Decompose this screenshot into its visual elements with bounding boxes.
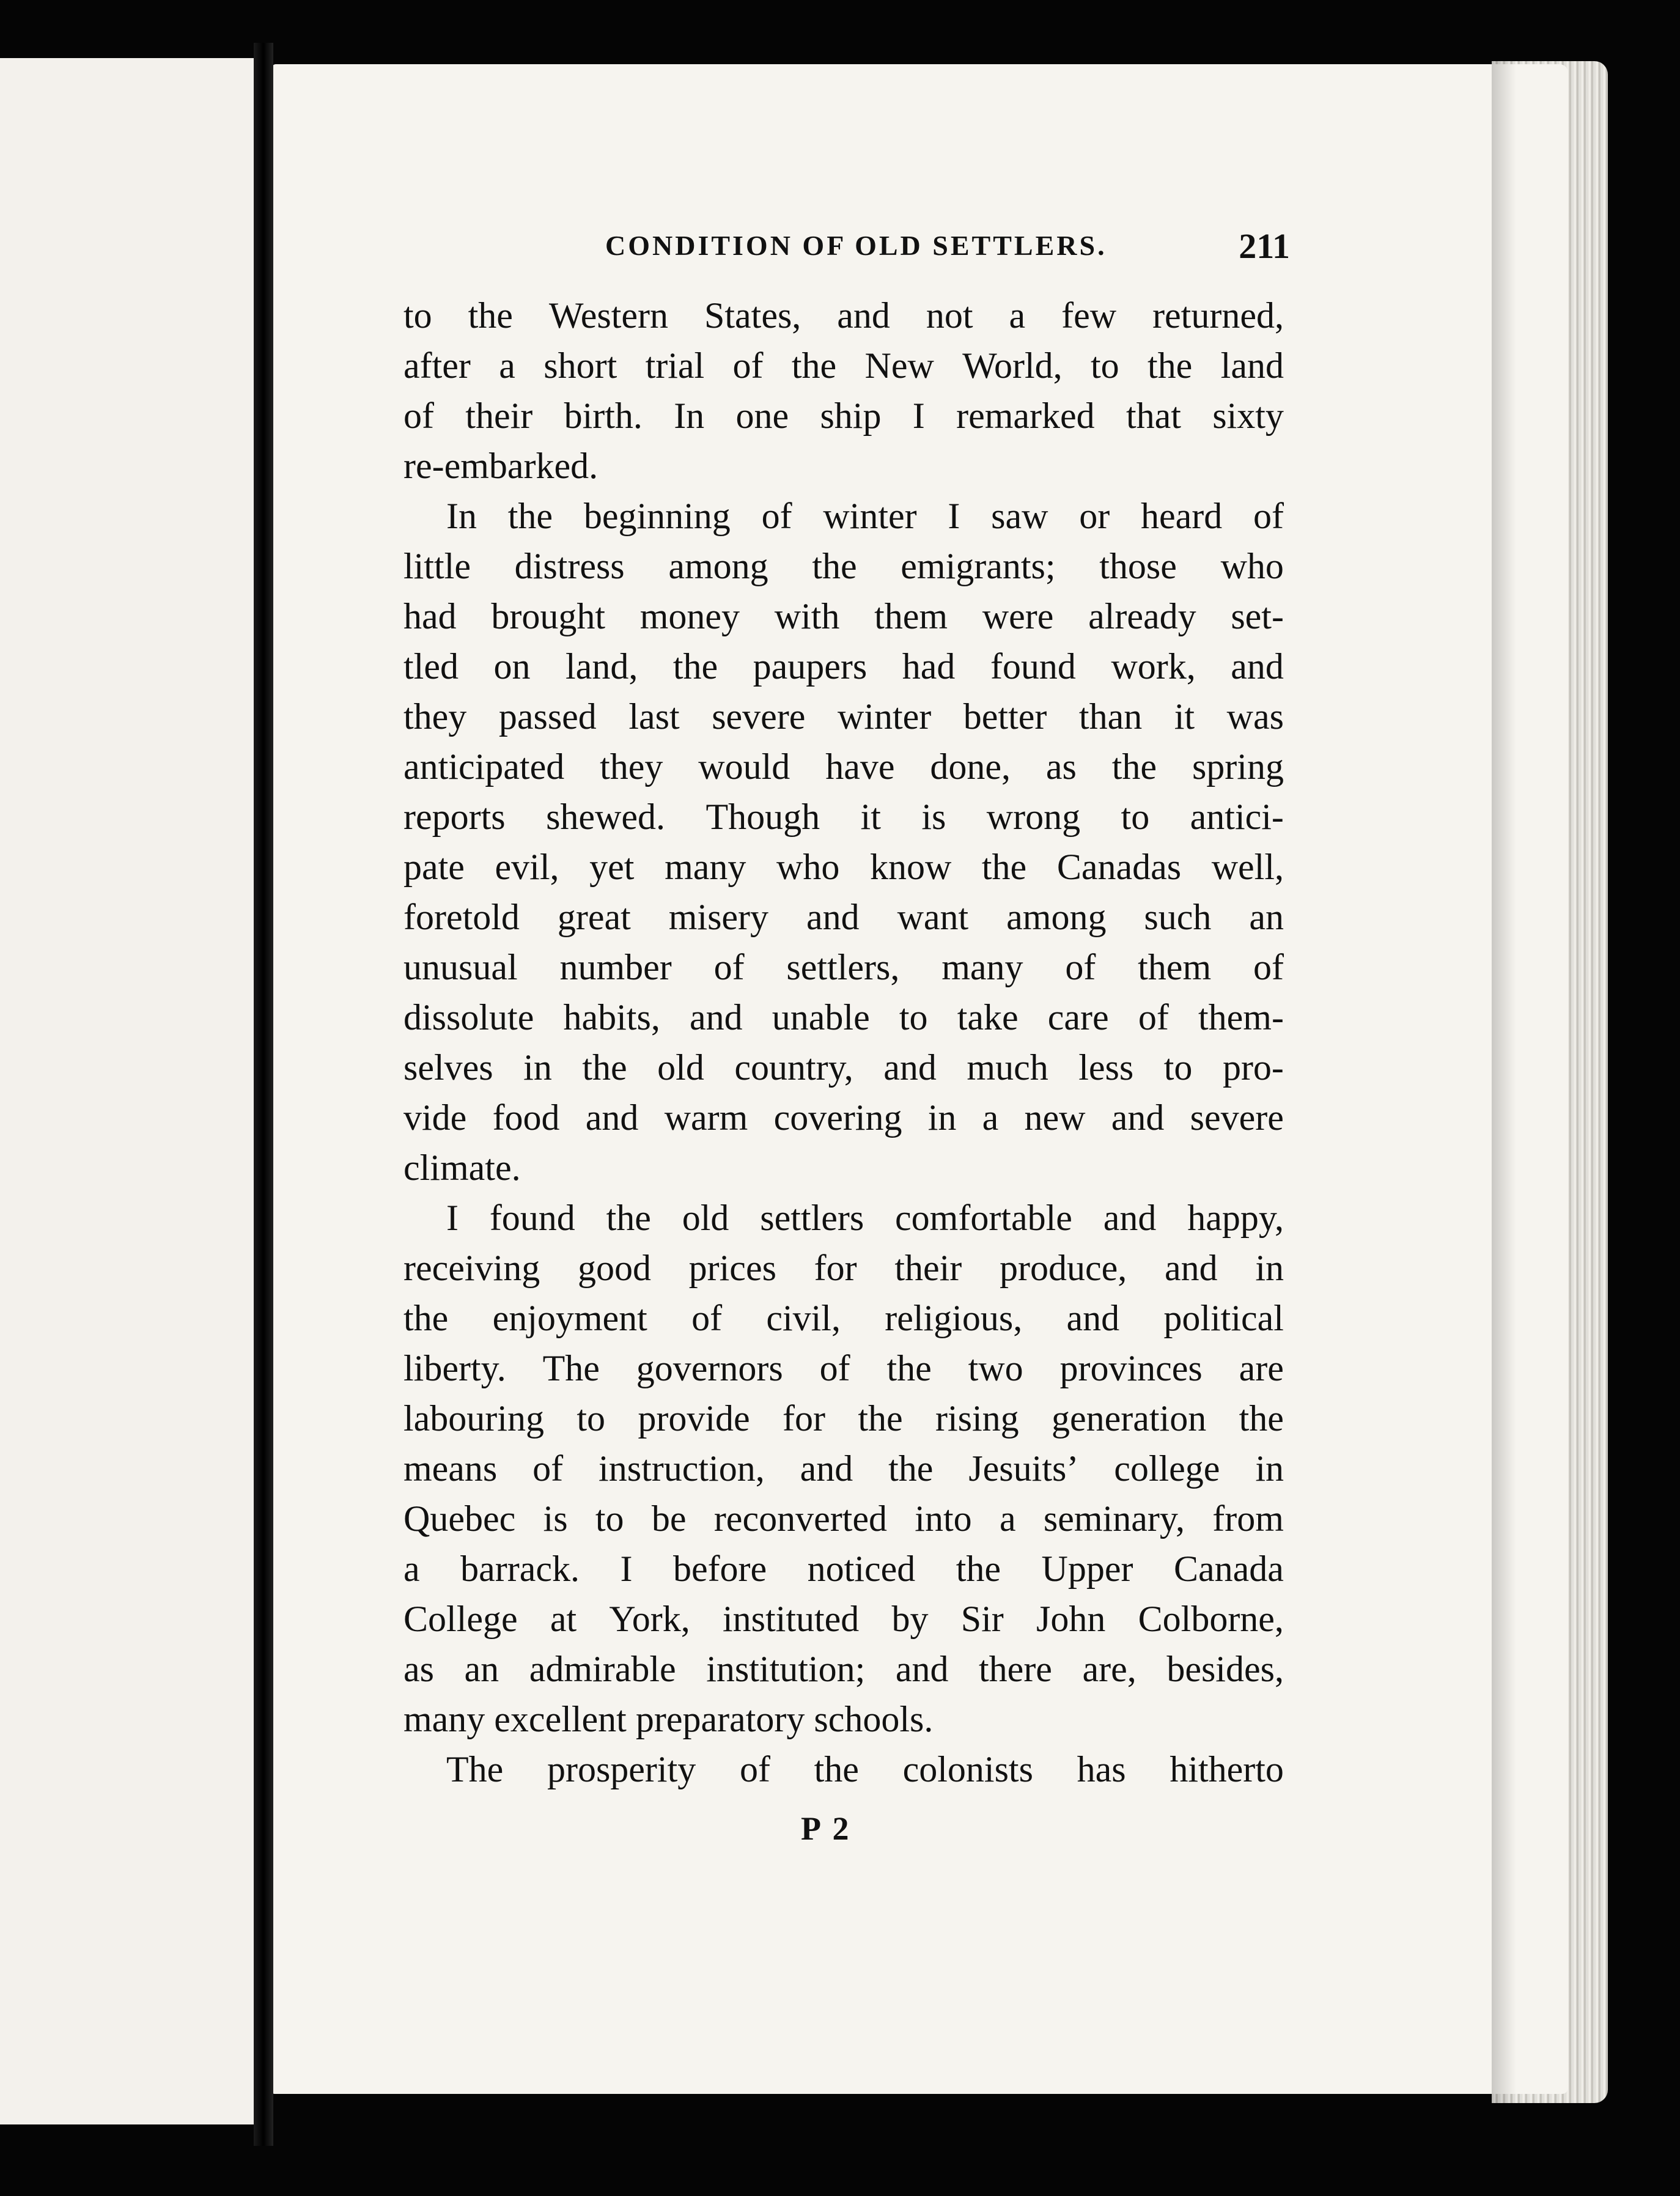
word: than bbox=[1078, 696, 1143, 737]
word: their bbox=[465, 396, 533, 436]
text-line bbox=[403, 1443, 1284, 1494]
word: found bbox=[489, 1198, 575, 1238]
text-line bbox=[403, 1594, 1284, 1644]
page-edges-shadow bbox=[1492, 61, 1516, 2103]
text-line bbox=[403, 591, 1284, 641]
word: them- bbox=[1198, 997, 1284, 1037]
text-line bbox=[403, 842, 1284, 892]
word: in bbox=[927, 1097, 957, 1138]
word: antici- bbox=[1190, 797, 1284, 837]
word: the bbox=[1111, 746, 1157, 787]
word: number bbox=[559, 947, 672, 987]
word: or bbox=[1079, 496, 1110, 536]
word: liberty. bbox=[403, 1348, 506, 1388]
word: much bbox=[967, 1047, 1048, 1088]
word: food bbox=[492, 1097, 560, 1138]
word: of bbox=[1253, 947, 1284, 987]
word: severe bbox=[1190, 1097, 1284, 1138]
word: have bbox=[825, 746, 895, 787]
word: care bbox=[1047, 997, 1109, 1037]
text-line: many excellent preparatory schools. bbox=[403, 1699, 934, 1739]
word: as bbox=[1045, 746, 1077, 787]
word: heard bbox=[1140, 496, 1223, 536]
word: of bbox=[739, 1749, 770, 1789]
word: shewed. bbox=[546, 797, 666, 837]
word: happy, bbox=[1187, 1198, 1284, 1238]
text-line bbox=[403, 1092, 1284, 1143]
text-line bbox=[403, 1744, 1284, 1794]
text-line bbox=[403, 742, 1284, 792]
word: the bbox=[606, 1198, 651, 1238]
word: a bbox=[1009, 295, 1026, 336]
word: the bbox=[1148, 345, 1193, 386]
word: they bbox=[600, 746, 663, 787]
word: the bbox=[888, 1448, 934, 1489]
word: Jesuits’ bbox=[968, 1448, 1079, 1489]
text-line bbox=[403, 691, 1284, 742]
word: in bbox=[1255, 1448, 1284, 1489]
word: Western bbox=[548, 295, 669, 336]
word: seminary, bbox=[1043, 1498, 1185, 1539]
body-text bbox=[403, 290, 1284, 1794]
text-line bbox=[403, 1193, 1284, 1243]
word: admirable bbox=[529, 1649, 676, 1689]
word: of bbox=[713, 947, 745, 987]
word: warm bbox=[664, 1097, 748, 1138]
word: great bbox=[557, 897, 631, 937]
word: ship bbox=[820, 396, 882, 436]
word: in bbox=[523, 1047, 552, 1088]
word: and bbox=[585, 1097, 639, 1138]
text-line bbox=[403, 992, 1284, 1042]
word: receiving bbox=[403, 1248, 540, 1288]
text-line bbox=[403, 792, 1284, 842]
word: institution; bbox=[706, 1649, 866, 1689]
word: returned, bbox=[1152, 295, 1284, 336]
word: and bbox=[1111, 1097, 1165, 1138]
word: be bbox=[651, 1498, 687, 1539]
word: generation bbox=[1052, 1398, 1207, 1439]
word: would bbox=[698, 746, 790, 787]
word: Upper bbox=[1041, 1549, 1133, 1589]
word: at bbox=[550, 1599, 577, 1639]
word: an bbox=[464, 1649, 499, 1689]
word: are bbox=[1239, 1348, 1284, 1388]
word: religious, bbox=[885, 1298, 1023, 1338]
word: settlers bbox=[760, 1198, 864, 1238]
word: birth. bbox=[564, 396, 643, 436]
word: prosperity bbox=[547, 1749, 696, 1789]
word: were bbox=[982, 596, 1054, 636]
text-line: climate. bbox=[403, 1148, 521, 1188]
word: money bbox=[639, 596, 740, 636]
word: a bbox=[499, 345, 515, 386]
word: to bbox=[1121, 797, 1150, 837]
running-head: CONDITION OF OLD SETTLERS. bbox=[605, 230, 1107, 261]
text-line bbox=[403, 1494, 1284, 1544]
word: brought bbox=[491, 596, 605, 636]
word: short bbox=[543, 345, 617, 386]
word: such bbox=[1144, 897, 1212, 937]
word: to bbox=[595, 1498, 624, 1539]
word: rising bbox=[935, 1398, 1019, 1439]
word: to bbox=[577, 1398, 605, 1439]
word: sixty bbox=[1212, 396, 1284, 436]
word: dissolute bbox=[403, 997, 534, 1037]
word: York, bbox=[609, 1599, 690, 1639]
word: land, bbox=[566, 646, 638, 687]
word: little bbox=[403, 546, 471, 586]
word: labouring bbox=[403, 1398, 544, 1439]
word: there bbox=[979, 1649, 1052, 1689]
word: saw bbox=[991, 496, 1048, 536]
word: I bbox=[948, 496, 960, 536]
word: and bbox=[806, 897, 860, 937]
word: by bbox=[891, 1599, 929, 1639]
word: an bbox=[1249, 897, 1284, 937]
word: habits, bbox=[563, 997, 660, 1037]
word: the bbox=[814, 1749, 859, 1789]
word: instituted bbox=[722, 1599, 860, 1639]
word: yet bbox=[589, 847, 635, 887]
word: comfortable bbox=[895, 1198, 1072, 1238]
word: to bbox=[1163, 1047, 1193, 1088]
text-line bbox=[403, 491, 1284, 541]
word: reconverted bbox=[713, 1498, 887, 1539]
word: the bbox=[791, 345, 837, 386]
word: means bbox=[403, 1448, 498, 1489]
word: their bbox=[894, 1248, 962, 1288]
word: the bbox=[507, 496, 553, 536]
word: new bbox=[1024, 1097, 1086, 1138]
word: pate bbox=[403, 847, 465, 887]
word: it bbox=[1174, 696, 1195, 737]
word: and bbox=[689, 997, 743, 1037]
word: who bbox=[1220, 546, 1284, 586]
word: had bbox=[403, 596, 457, 636]
word: remarked bbox=[956, 396, 1095, 436]
text-line bbox=[403, 341, 1284, 391]
word: has bbox=[1077, 1749, 1126, 1789]
word: for bbox=[814, 1248, 857, 1288]
word: among bbox=[668, 546, 768, 586]
word: I bbox=[912, 396, 925, 436]
word: old bbox=[657, 1047, 704, 1088]
word: a bbox=[999, 1498, 1016, 1539]
word: who bbox=[776, 847, 840, 887]
word: tled bbox=[403, 646, 459, 687]
word: College bbox=[403, 1599, 518, 1639]
word: misery bbox=[668, 897, 769, 937]
word: take bbox=[957, 997, 1019, 1037]
word: land bbox=[1220, 345, 1284, 386]
word: from bbox=[1212, 1498, 1284, 1539]
word: after bbox=[403, 345, 471, 386]
word: know bbox=[869, 847, 952, 887]
word: and bbox=[1164, 1248, 1218, 1288]
word: was bbox=[1226, 696, 1284, 737]
word: few bbox=[1061, 295, 1117, 336]
word: two bbox=[968, 1348, 1023, 1388]
word: better bbox=[963, 696, 1047, 737]
word: and bbox=[883, 1047, 937, 1088]
word: less bbox=[1078, 1047, 1134, 1088]
word: settlers, bbox=[786, 947, 900, 987]
word: of bbox=[691, 1298, 723, 1338]
signature-mark: P 2 bbox=[801, 1810, 852, 1847]
word: set- bbox=[1231, 596, 1284, 636]
word: enjoyment bbox=[492, 1298, 647, 1338]
word: the bbox=[468, 295, 513, 336]
text-line: re-embarked. bbox=[403, 446, 599, 486]
word: want bbox=[897, 897, 969, 937]
word: instruction, bbox=[599, 1448, 765, 1489]
word: found bbox=[990, 646, 1076, 687]
word: I bbox=[446, 1198, 459, 1238]
word: The bbox=[542, 1348, 600, 1388]
word: them bbox=[1138, 947, 1212, 987]
word: good bbox=[577, 1248, 651, 1288]
word: to bbox=[899, 997, 928, 1037]
text-line bbox=[403, 391, 1284, 441]
word: unable bbox=[772, 997, 870, 1037]
text-line bbox=[403, 1544, 1284, 1594]
word: of bbox=[732, 345, 764, 386]
word: the bbox=[981, 847, 1027, 887]
word: last bbox=[628, 696, 680, 737]
word: States, bbox=[704, 295, 801, 336]
word: beginning bbox=[583, 496, 731, 536]
word: as bbox=[403, 1649, 434, 1689]
word: I bbox=[620, 1549, 633, 1589]
word: of bbox=[403, 396, 434, 436]
word: John bbox=[1036, 1599, 1106, 1639]
word: anticipated bbox=[403, 746, 565, 787]
word: a bbox=[403, 1549, 420, 1589]
word: reports bbox=[403, 797, 506, 837]
word: noticed bbox=[807, 1549, 916, 1589]
word: a bbox=[982, 1097, 999, 1138]
word: unusual bbox=[403, 947, 518, 987]
word: governors bbox=[636, 1348, 783, 1388]
word: done, bbox=[930, 746, 1011, 787]
word: selves bbox=[403, 1047, 493, 1088]
word: had bbox=[902, 646, 956, 687]
word: well, bbox=[1211, 847, 1284, 887]
word: in bbox=[1255, 1248, 1284, 1288]
word: vide bbox=[403, 1097, 467, 1138]
word: is bbox=[921, 797, 946, 837]
word: the bbox=[582, 1047, 627, 1088]
word: one bbox=[735, 396, 789, 436]
word: Though bbox=[706, 797, 820, 837]
word: many bbox=[941, 947, 1023, 987]
word: severe bbox=[712, 696, 806, 737]
text-line bbox=[403, 1644, 1284, 1694]
word: the bbox=[672, 646, 718, 687]
word: with bbox=[774, 596, 840, 636]
word: among bbox=[1006, 897, 1107, 937]
word: provide bbox=[638, 1398, 750, 1439]
word: paupers bbox=[753, 646, 868, 687]
word: of bbox=[1065, 947, 1096, 987]
word: hitherto bbox=[1170, 1749, 1284, 1789]
word: that bbox=[1126, 396, 1181, 436]
text-line bbox=[403, 1042, 1284, 1092]
word: the bbox=[812, 546, 857, 586]
word: winter bbox=[823, 496, 917, 536]
word: the bbox=[403, 1298, 449, 1338]
left-page bbox=[0, 58, 257, 2124]
word: produce, bbox=[1000, 1248, 1127, 1288]
word: emigrants; bbox=[901, 546, 1056, 586]
word: pro- bbox=[1222, 1047, 1284, 1088]
word: Quebec bbox=[403, 1498, 516, 1539]
word: In bbox=[446, 496, 477, 536]
word: them bbox=[874, 596, 948, 636]
word: not bbox=[926, 295, 973, 336]
word: and bbox=[800, 1448, 853, 1489]
word: college bbox=[1114, 1448, 1220, 1489]
word: old bbox=[682, 1198, 729, 1238]
word: prices bbox=[688, 1248, 776, 1288]
word: covering bbox=[773, 1097, 902, 1138]
word: foretold bbox=[403, 897, 520, 937]
word: those bbox=[1099, 546, 1177, 586]
word: provinces bbox=[1059, 1348, 1203, 1388]
word: and bbox=[1231, 646, 1284, 687]
word: already bbox=[1088, 596, 1196, 636]
word: World, bbox=[962, 345, 1063, 386]
word: barrack. bbox=[460, 1549, 580, 1589]
word: is bbox=[543, 1498, 568, 1539]
word: trial bbox=[645, 345, 705, 386]
word: of bbox=[1253, 496, 1284, 536]
word: political bbox=[1163, 1298, 1284, 1338]
word: Sir bbox=[960, 1599, 1004, 1639]
word: wrong bbox=[986, 797, 1081, 837]
word: of bbox=[1138, 997, 1169, 1037]
word: The bbox=[446, 1749, 504, 1789]
word: besides, bbox=[1166, 1649, 1284, 1689]
word: for bbox=[782, 1398, 825, 1439]
text-line bbox=[403, 1343, 1284, 1393]
word: work, bbox=[1111, 646, 1196, 687]
book-gutter bbox=[254, 43, 273, 2146]
word: to bbox=[403, 295, 432, 336]
word: are, bbox=[1082, 1649, 1137, 1689]
word: Canadas bbox=[1056, 847, 1182, 887]
word: the bbox=[886, 1348, 932, 1388]
word: and bbox=[1066, 1298, 1120, 1338]
word: civil, bbox=[766, 1298, 841, 1338]
word: the bbox=[956, 1549, 1001, 1589]
word: of bbox=[819, 1348, 850, 1388]
word: of bbox=[532, 1448, 564, 1489]
word: they bbox=[403, 696, 467, 737]
text-line bbox=[403, 641, 1284, 691]
word: the bbox=[858, 1398, 903, 1439]
text-line bbox=[403, 290, 1284, 341]
word: distress bbox=[514, 546, 625, 586]
word: In bbox=[674, 396, 705, 436]
word: evil, bbox=[495, 847, 559, 887]
word: spring bbox=[1192, 746, 1284, 787]
word: passed bbox=[498, 696, 597, 737]
word: Canada bbox=[1173, 1549, 1284, 1589]
word: it bbox=[860, 797, 881, 837]
word: into bbox=[915, 1498, 972, 1539]
word: winter bbox=[837, 696, 932, 737]
text-line bbox=[403, 1393, 1284, 1443]
word: of bbox=[761, 496, 792, 536]
text-line bbox=[403, 942, 1284, 992]
word: country, bbox=[734, 1047, 853, 1088]
word: on bbox=[493, 646, 531, 687]
word: and bbox=[895, 1649, 949, 1689]
word: Colborne, bbox=[1138, 1599, 1284, 1639]
text-line bbox=[403, 892, 1284, 942]
text-line bbox=[403, 1293, 1284, 1343]
word: to bbox=[1091, 345, 1119, 386]
word: before bbox=[672, 1549, 767, 1589]
text-line bbox=[403, 1243, 1284, 1293]
word: and bbox=[1103, 1198, 1157, 1238]
page-number: 211 bbox=[1239, 226, 1290, 266]
word: New bbox=[864, 345, 934, 386]
word: and bbox=[837, 295, 890, 336]
page-header bbox=[605, 226, 1296, 278]
word: colonists bbox=[902, 1749, 1033, 1789]
word: many bbox=[665, 847, 746, 887]
text-line bbox=[403, 541, 1284, 591]
word: the bbox=[1239, 1398, 1284, 1439]
